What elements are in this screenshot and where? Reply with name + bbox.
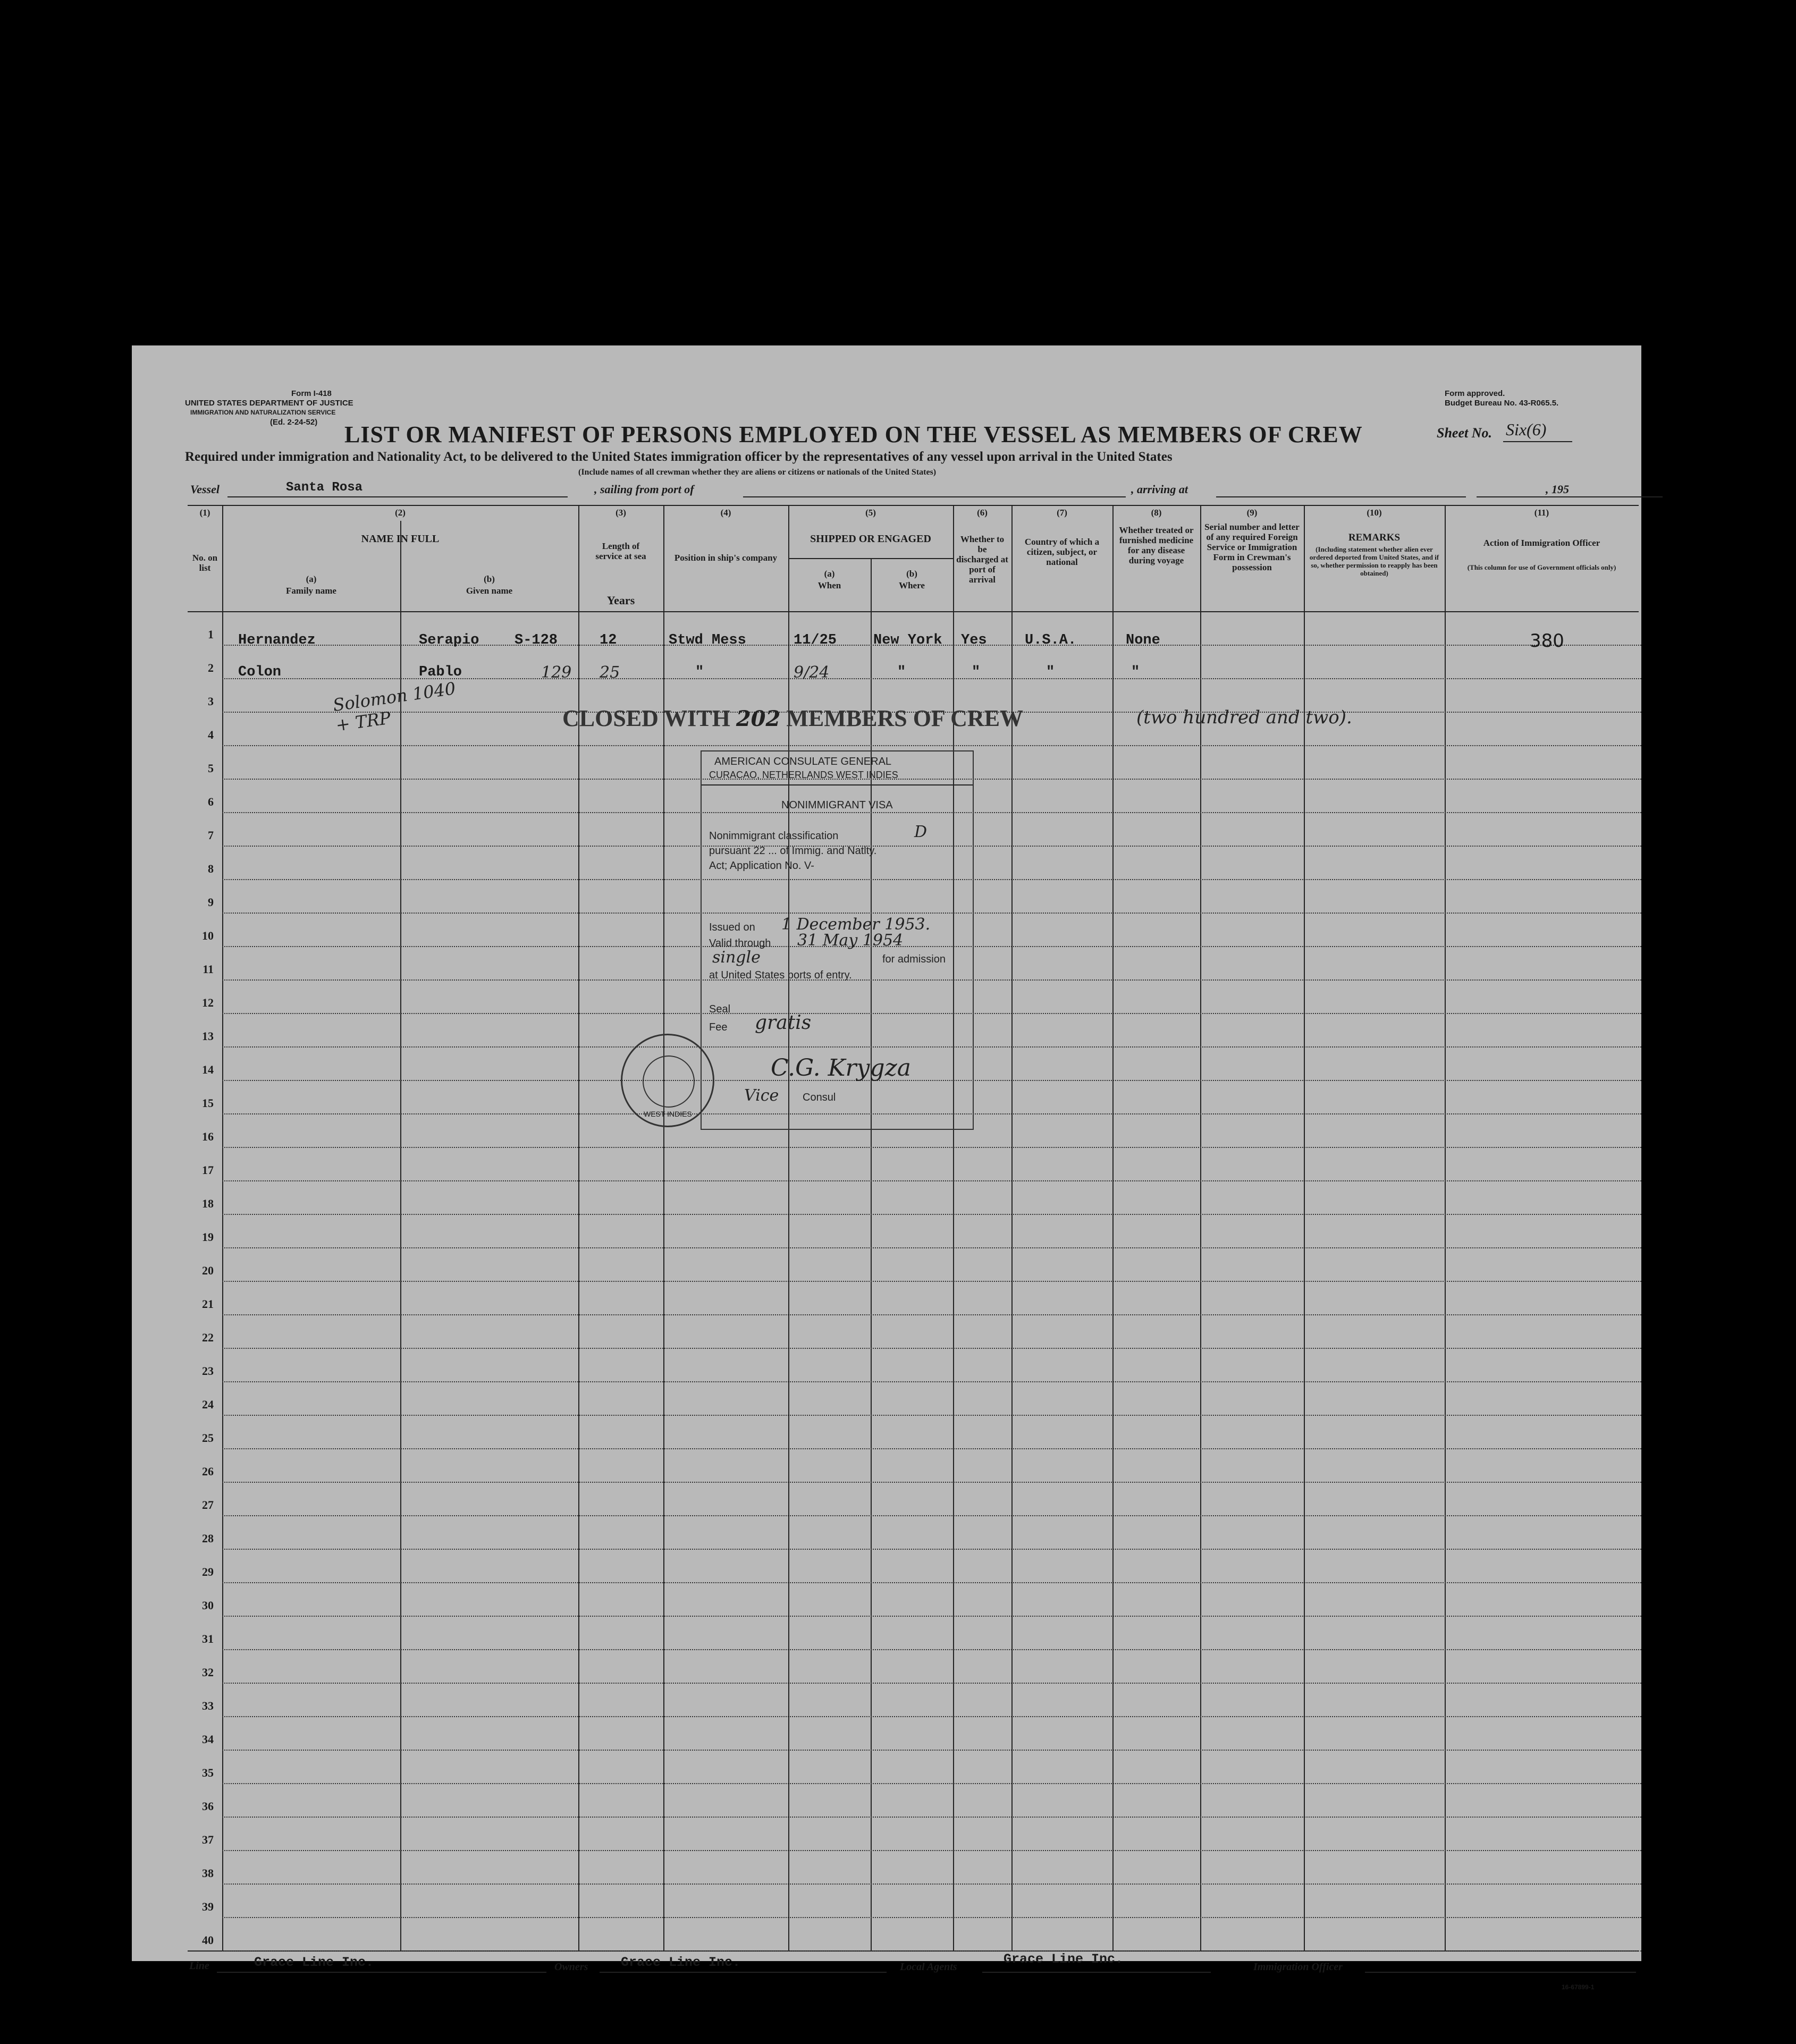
row-number: 18: [202, 1197, 214, 1210]
row-number: 31: [202, 1632, 214, 1645]
col-divider: [1112, 505, 1114, 1950]
table-row: [222, 1716, 1641, 1717]
table-row: [222, 1314, 1641, 1315]
table-row: [222, 1850, 1641, 1851]
row2-country: ": [1046, 664, 1055, 680]
col-heading-given: Given name: [466, 586, 513, 596]
agents-label: Local Agents: [900, 1961, 957, 1973]
owners-value: Grace Line Inc.: [621, 1955, 741, 1970]
row-number: 14: [202, 1063, 214, 1076]
sheet-label: Sheet No.: [1437, 425, 1492, 441]
row-number: 16: [202, 1130, 214, 1143]
row2-position: ": [695, 664, 704, 680]
table-row: [222, 1247, 1641, 1248]
closed-count: 202: [736, 706, 781, 731]
col-sub-b: (b): [484, 574, 495, 584]
col-sub-b: (b): [906, 569, 917, 579]
table-row: [222, 1649, 1641, 1650]
row-number: 34: [202, 1733, 214, 1746]
col-number: (2): [395, 508, 406, 518]
col-number: (6): [977, 508, 988, 518]
form-approved: Form approved.: [1445, 389, 1505, 398]
row-number: 6: [208, 795, 214, 808]
stamp-line: Seal: [709, 1003, 731, 1015]
row1-given-name: Serapio: [419, 632, 479, 648]
sheet-number: Six(6): [1506, 420, 1547, 439]
col5-subline: [788, 558, 953, 559]
col-divider: [400, 521, 401, 1950]
sheet-underline: [1503, 441, 1572, 442]
stamp-line: AMERICAN CONSULATE GENERAL: [714, 756, 892, 767]
table-row: [222, 1147, 1641, 1148]
col-heading-name: NAME IN FULL: [361, 533, 440, 545]
stamp-divider: [702, 784, 973, 785]
owners-underline: [600, 1972, 887, 1973]
row-number: 15: [202, 1096, 214, 1110]
form-title: LIST OR MANIFEST OF PERSONS EMPLOYED ON THE VESSEL AS MEMBERS OF CREW: [344, 421, 1363, 447]
row2-when: 9/24: [794, 663, 830, 682]
row2-given-name: Pablo: [419, 664, 462, 680]
table-header-line: [188, 611, 1639, 612]
row1-family-name: Hernandez: [238, 632, 316, 648]
table-row: [222, 1415, 1641, 1416]
stamp-line: Issued on: [709, 922, 755, 933]
stamp-handwritten: gratis: [755, 1012, 812, 1034]
col-action-note: (This column for use of Government officials only): [1467, 563, 1616, 571]
row-number: 7: [208, 829, 214, 842]
row1-code: S-128: [515, 632, 558, 648]
table-row: [222, 1549, 1641, 1550]
stamp-line: NONIMMIGRANT VISA: [781, 799, 893, 811]
officer-underline: [1365, 1972, 1636, 1973]
table-row: [222, 1281, 1641, 1282]
stamp-line: Nonimmigrant classification: [709, 830, 839, 842]
row-number: 5: [208, 762, 214, 775]
row-number: 33: [202, 1699, 214, 1712]
row-number: 36: [202, 1800, 214, 1813]
closed-with-stamp: [562, 705, 1023, 732]
closed-handwritten: (two hundred and two).: [1136, 707, 1352, 728]
arriving-underline: [1216, 496, 1466, 497]
col-number: (11): [1534, 508, 1549, 518]
table-row: [222, 1683, 1641, 1684]
row1-when: 11/25: [794, 632, 837, 648]
col-number: (3): [615, 508, 626, 518]
line-underline: [217, 1972, 546, 1973]
stamp-handwritten: 1 December 1953.: [781, 915, 931, 934]
manifest-sheet: [132, 345, 1641, 1991]
row2-years: 25: [600, 663, 620, 682]
include-note: (Include names of all crewman whether they are aliens or citizens or nationals of the United States): [578, 468, 937, 477]
table-row: [222, 1950, 1641, 1952]
vessel-underline: [227, 496, 568, 497]
closed-label: CLOSED WITH: [562, 705, 730, 731]
row-number: 12: [202, 996, 214, 1009]
table-row: [222, 1616, 1641, 1617]
table-row: [222, 1883, 1641, 1885]
table-row: [222, 1582, 1641, 1583]
row-number: 3: [208, 695, 214, 708]
row2-medicine: ": [1131, 664, 1140, 680]
consul-signature: C.G. Krygza: [771, 1054, 911, 1082]
form-number: Form I-418: [291, 389, 332, 398]
arriving-label: , arriving at: [1131, 483, 1188, 496]
col-number: (5): [865, 508, 876, 518]
department: UNITED STATES DEPARTMENT OF JUSTICE: [185, 399, 353, 408]
col-divider: [1445, 505, 1446, 1950]
stamp-handwritten: D: [914, 823, 927, 841]
row-number: 10: [202, 929, 214, 942]
col-heading-family: Family name: [286, 586, 336, 596]
table-row: [222, 745, 1641, 746]
row2-code: 129: [541, 663, 572, 682]
col-heading-discharged: Whether to be discharged at port of arrival: [956, 534, 1008, 585]
table-row: [222, 1482, 1641, 1483]
col-number: (8): [1151, 508, 1162, 518]
row1-action: 380: [1530, 630, 1564, 652]
agents-underline: [982, 1972, 1211, 1973]
row-number: 17: [202, 1163, 214, 1177]
col-heading-action: Action of Immigration Officer: [1483, 538, 1600, 548]
row-number: 32: [202, 1666, 214, 1679]
row1-discharged: Yes: [961, 632, 987, 648]
budget-bureau: Budget Bureau No. 43-R065.5.: [1445, 399, 1559, 408]
row2-family-name: Colon: [238, 664, 282, 680]
closed-members: MEMBERS OF CREW: [786, 705, 1024, 731]
print-code: 16-67899-1: [1562, 1983, 1595, 1991]
table-row: [222, 1515, 1641, 1516]
vessel-label: Vessel: [190, 483, 220, 496]
row-number: 23: [202, 1364, 214, 1378]
stamp-line: pursuant 22 ... of Immig. and Natlty.: [709, 845, 877, 857]
row-number: 22: [202, 1331, 214, 1344]
table-row: [222, 1917, 1641, 1918]
eagle-icon: [643, 1055, 695, 1108]
col-remarks-note: (Including statement whether alien ever ordered deported from United States, and if so, whether permission to reapply has been obtained): [1309, 545, 1439, 577]
col-number: (9): [1246, 508, 1258, 518]
row1-medicine: None: [1126, 632, 1160, 648]
col-heading-where: Where: [899, 580, 925, 590]
stamp-line: at United States ports of entry.: [709, 969, 852, 981]
row-number: 20: [202, 1264, 214, 1277]
row1-country: U.S.A.: [1025, 632, 1077, 648]
margin-handwriting: Solomon 1040 + TRP: [331, 678, 457, 736]
col-sub-a: (a): [824, 569, 835, 579]
col-number: (10): [1367, 508, 1382, 518]
stamp-handwritten: 31 May 1954: [797, 931, 904, 950]
row-number: 9: [208, 896, 214, 909]
col-heading-shipped: SHIPPED OR ENGAGED: [810, 533, 931, 545]
row-number: 11: [203, 962, 214, 976]
agents-value: Grace Line Inc.: [1004, 1952, 1124, 1967]
row-number: 24: [202, 1398, 214, 1411]
table-top-line: [188, 505, 1639, 506]
stamp-line: CURACAO, NETHERLANDS WEST INDIES: [709, 770, 898, 780]
row2-discharged: ": [972, 664, 981, 680]
row-number: 26: [202, 1465, 214, 1478]
col-heading-country: Country of which a citizen, subject, or national: [1024, 537, 1100, 567]
col-heading-service: Length of service at sea: [595, 541, 646, 561]
sailing-label: , sailing from port of: [594, 483, 694, 496]
col-heading-position: Position in ship's company: [674, 553, 778, 563]
owners-label: Owners: [554, 1961, 588, 1973]
row-number: 1: [208, 628, 214, 641]
stamp-line: Consul: [803, 1092, 836, 1103]
table-row: [222, 1348, 1641, 1349]
stamp-line: for admission: [882, 953, 946, 965]
row-number: 8: [208, 862, 214, 875]
col-heading-remarks: REMARKS: [1348, 532, 1401, 543]
row-number: 30: [202, 1599, 214, 1612]
col-number: (4): [720, 508, 731, 518]
table-row: [222, 1381, 1641, 1382]
table-row: [222, 1783, 1641, 1784]
col-number: (7): [1057, 508, 1067, 518]
row1-where: New York: [873, 632, 942, 648]
row-number: 28: [202, 1532, 214, 1545]
row-number: 19: [202, 1230, 214, 1244]
stamp-handwritten: Vice: [744, 1086, 779, 1105]
vessel-name: Santa Rosa: [286, 480, 363, 495]
row-number: 35: [202, 1766, 214, 1779]
col-heading-medicine: Whether treated or furnished medicine for any disease during voyage: [1119, 525, 1194, 565]
row-number: 21: [202, 1297, 214, 1311]
row-number: 38: [202, 1866, 214, 1880]
date-underline: [1477, 496, 1663, 497]
required-note: Required under immigration and Nationality Act, to be delivered to the United States immigration officer by the representatives of any vessel upon arrival in the United States: [185, 450, 1173, 464]
stamp-handwritten: single: [712, 948, 761, 967]
row-number: 40: [202, 1933, 214, 1947]
col-number: (1): [199, 508, 210, 518]
table-row: [222, 1448, 1641, 1449]
table-row: [222, 1817, 1641, 1818]
col-heading-when: When: [817, 580, 841, 590]
seal-text: WEST INDIES: [644, 1110, 692, 1118]
stamp-line: Act; Application No. V-: [709, 860, 814, 872]
officer-label: Immigration Officer: [1253, 1961, 1343, 1973]
row-number: 39: [202, 1900, 214, 1913]
row-number: 29: [202, 1565, 214, 1578]
row-number: 25: [202, 1431, 214, 1445]
table-row: [222, 1750, 1641, 1751]
col-heading-serial: Serial number and letter of any required Foreign Service or Immigration Form in Crewman's possession: [1204, 522, 1300, 572]
row-number: 37: [202, 1833, 214, 1846]
row-number: 27: [202, 1498, 214, 1511]
edition: (Ed. 2-24-52): [270, 418, 318, 427]
row-number: 4: [208, 728, 214, 741]
row-number: 2: [208, 661, 214, 674]
year-label: , 195: [1546, 483, 1569, 496]
sailing-underline: [743, 496, 1126, 497]
col-heading-years: Years: [606, 594, 635, 607]
stamp-line: Valid through: [709, 937, 771, 949]
consulate-seal: [621, 1034, 714, 1127]
table-row: [222, 1214, 1641, 1215]
row1-position: Stwd Mess: [669, 632, 746, 648]
col-sub-a: (a): [306, 574, 317, 584]
col-heading-no: No. on list: [192, 553, 218, 573]
visa-stamp: [701, 750, 974, 1130]
row2-where: ": [897, 664, 906, 680]
row-number: 13: [202, 1029, 214, 1043]
row1-years: 12: [600, 632, 617, 648]
line-value: Grace Line Inc.: [254, 1955, 374, 1970]
service: IMMIGRATION AND NATURALIZATION SERVICE: [190, 409, 336, 416]
line-label: Line: [189, 1960, 209, 1972]
stamp-line: Fee: [709, 1021, 728, 1033]
col-divider: [222, 505, 223, 1950]
table-row: [222, 1180, 1641, 1181]
